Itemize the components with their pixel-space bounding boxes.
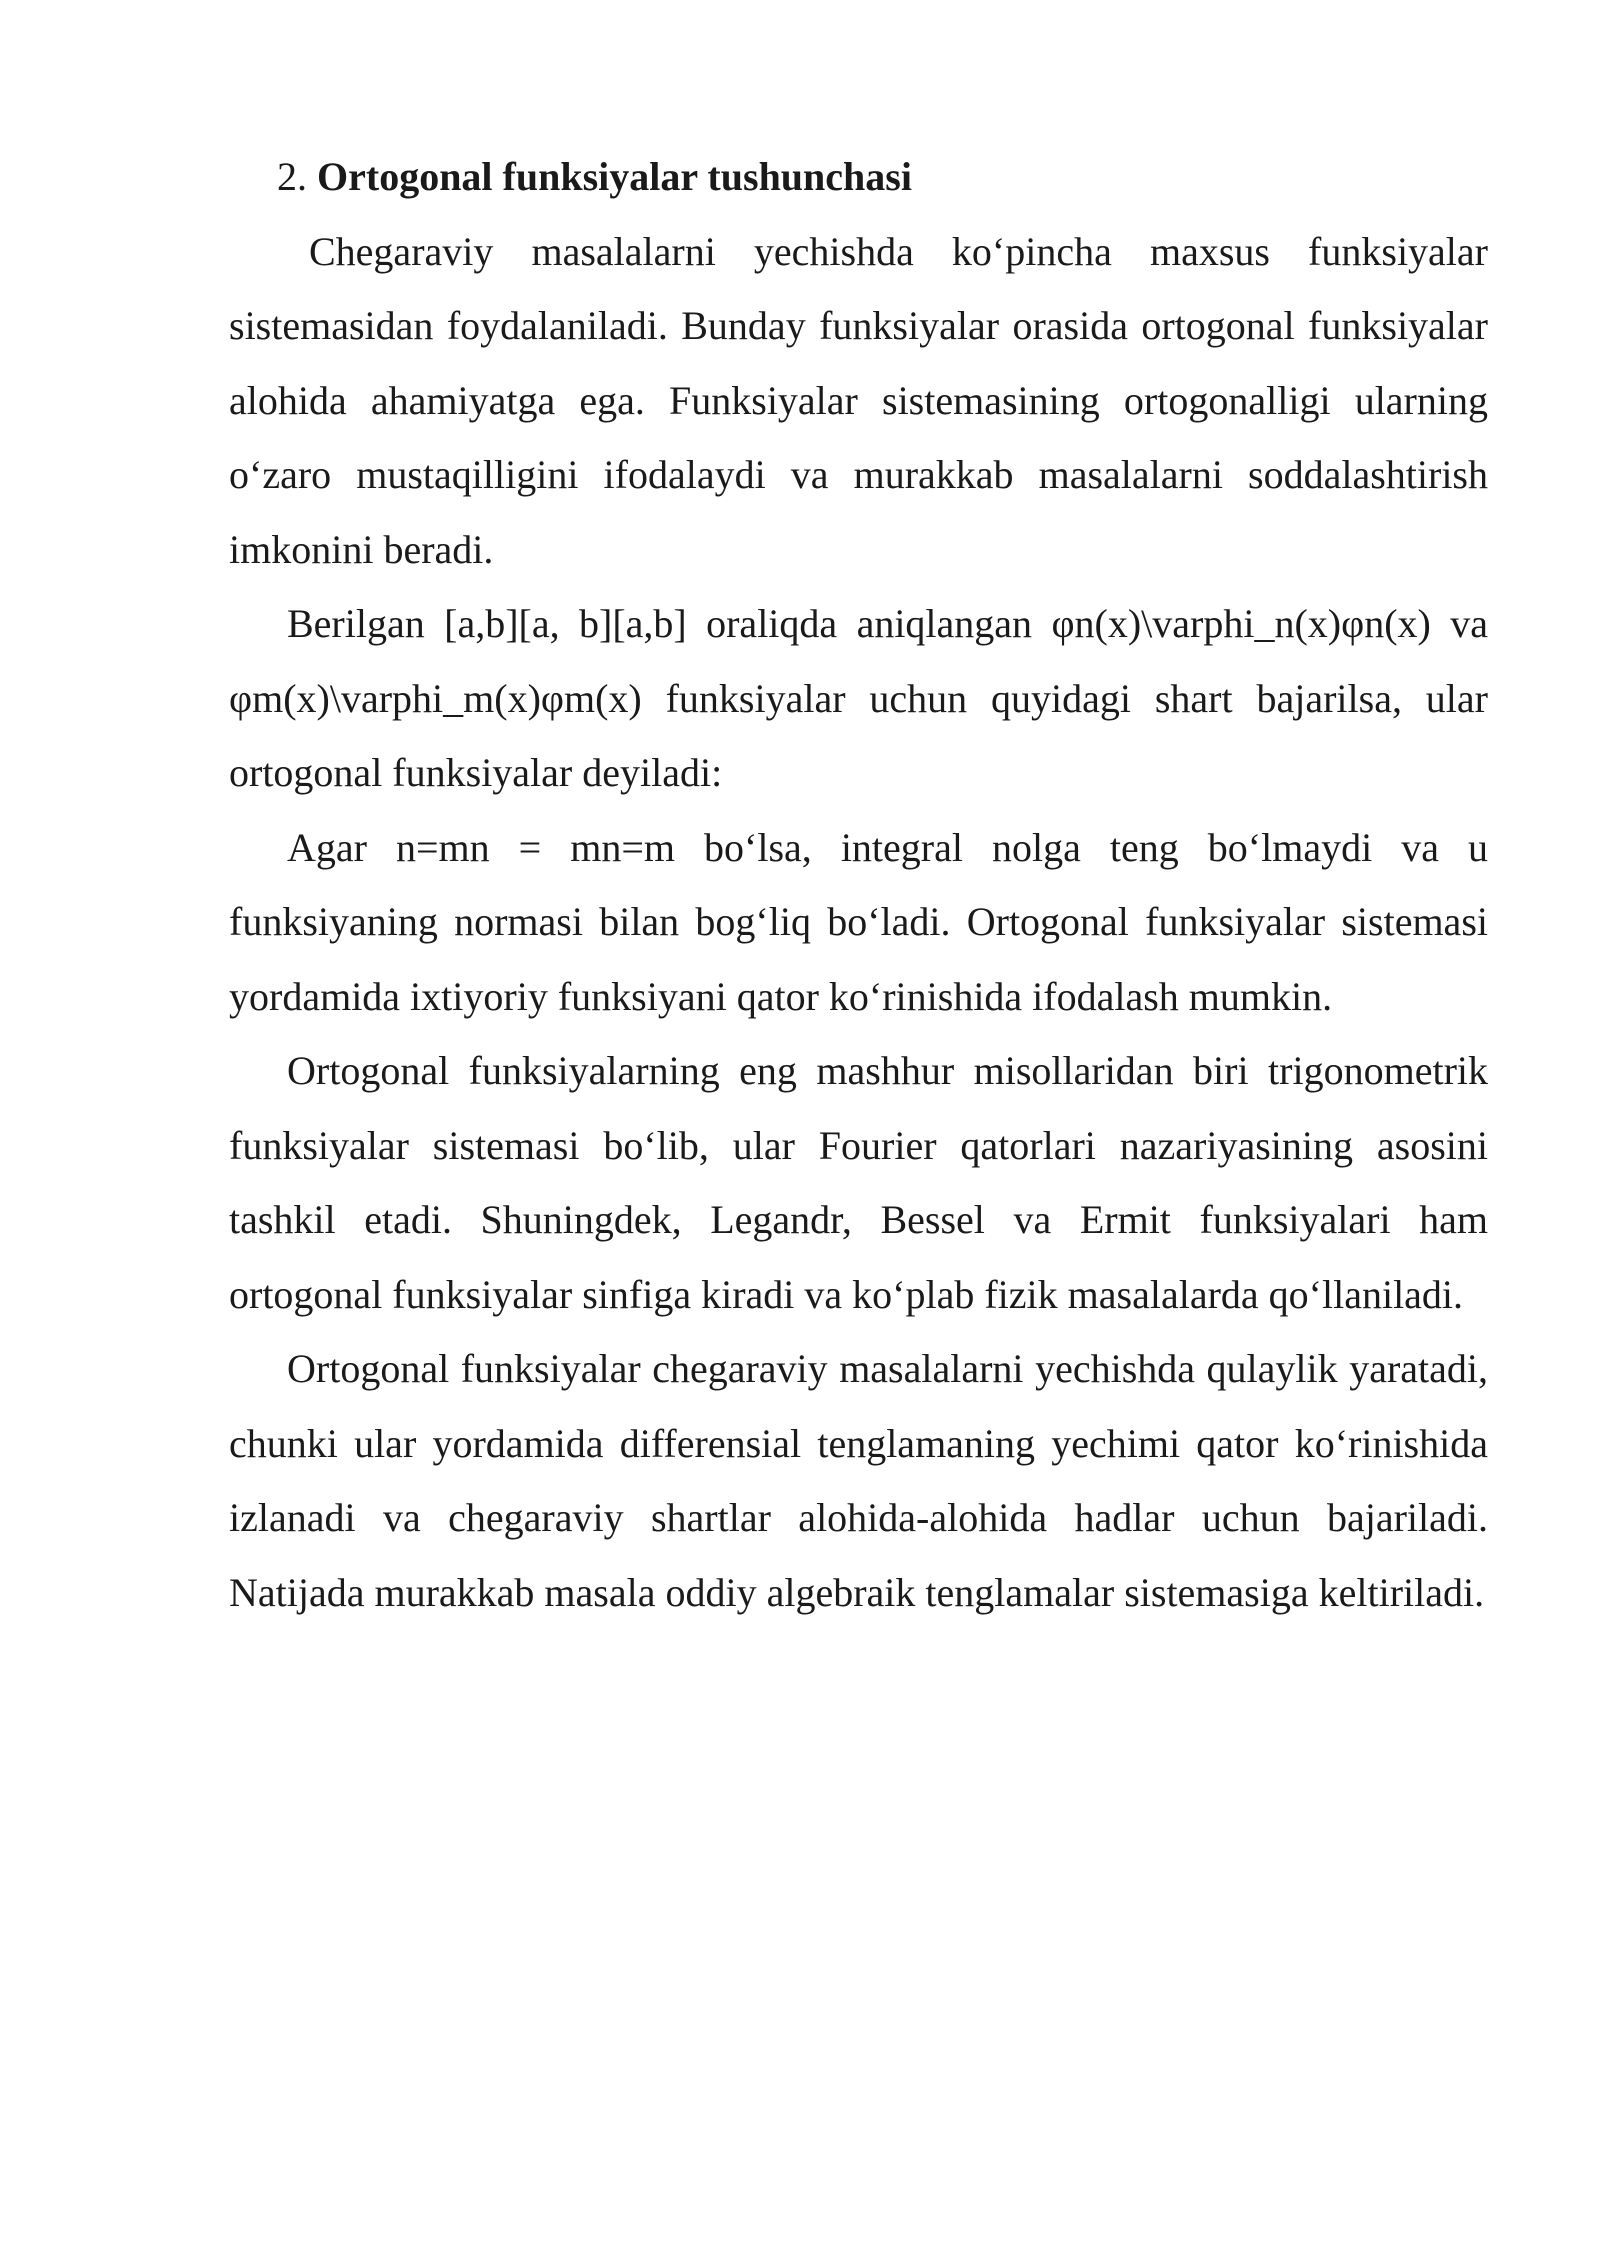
paragraph-3: Agar n=mn = mn=m bo‘lsa, integral nolga teng bo‘lmaydi va u funksiyaning normasi bilan bog‘liq bo‘ladi. Ortogonal funksiyalar sistemasi yordamida ixtiyoriy funksiyani qator ko‘rinishida ifodalash mumkin. xyxy=(229,824,1488,1019)
paragraph-4: Ortogonal funksiyalarning eng mashhur misollaridan biri trigonometrik funksiyalar sistemasi bo‘lib, ular Fourier qatorlari nazariyasining asosini tashkil etadi. Shuningdek, Legandr, Bessel va Ermit funksiyalari ham ortogonal funksiyalar sinfiga kiradi va ko‘plab fizik masalalarda qo‘llaniladi. xyxy=(229,1048,1488,1317)
section-title: Ortogonal funksiyalar tushunchasi xyxy=(317,154,912,199)
paragraph-1: Chegaraviy masalalarni yechishda ko‘pincha maxsus funksiyalar sistemasidan foydalaniladi. Bunday funksiyalar orasida ortogonal funksiyalar alohida ahamiyatga ega. Funksiyalar sistemasining ortogonalligi ularning o‘zaro mustaqilligini ifodalaydi va murakkab masalalarni soddalashtirish imkonini beradi. xyxy=(229,228,1488,572)
section-number: 2. xyxy=(277,154,307,199)
paragraph-5: Ortogonal funksiyalar chegaraviy masalalarni yechishda qulaylik yaratadi, chunki ular yordamida differensial tenglamaning yechimi qator ko‘rinishida izlanadi va chegaraviy shartlar alohida-alohida hadlar uchun bajariladi. Natijada murakkab masala oddiy algebraik tenglamalar sistemasiga keltiriladi. xyxy=(229,1346,1488,1615)
paragraph-2: Berilgan [a,b][a, b][a,b] oraliqda aniqlangan φn(x)\varphi_n(x)φn(x) va φm(x)\varphi_m(x)φm(x) funksiyalar uchun quyidagi shart bajarilsa, ular ortogonal funksiyalar deyiladi: xyxy=(229,601,1488,795)
section-heading xyxy=(229,140,1488,215)
page-content xyxy=(229,140,1488,1630)
